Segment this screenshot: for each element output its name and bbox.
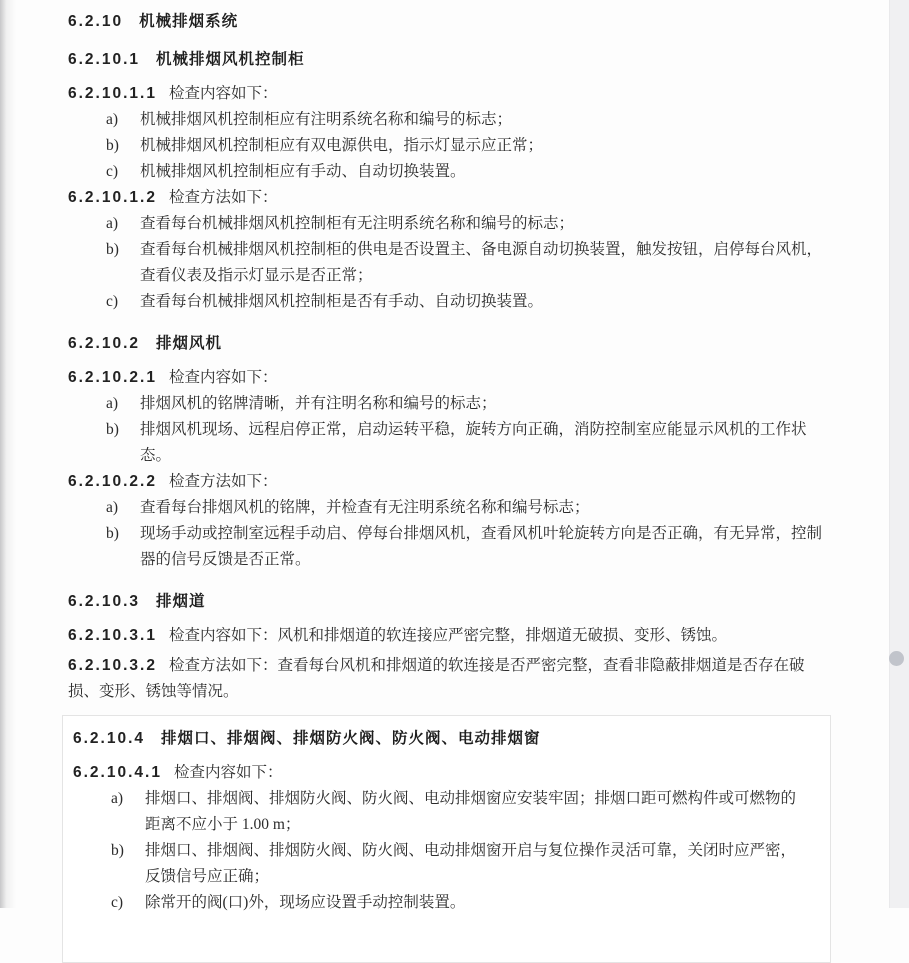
item-text: 除常开的阀(口)外，现场应设置手动控制装置。 bbox=[145, 894, 466, 911]
item-label: a) bbox=[111, 790, 124, 807]
clause-number: 6.2.10.2.2 bbox=[68, 473, 157, 490]
item-text: 排烟风机的铭牌清晰，并有注明名称和编号的标志； bbox=[140, 395, 497, 412]
item-text: 查看每台机械排烟风机控制柜的供电是否设置主、备电源自动切换装置，触发按钮，启停每台风机，查看仪表及指示灯显示是否正常； bbox=[140, 241, 823, 284]
list-item bbox=[68, 521, 826, 573]
scroll-indicator-dot[interactable] bbox=[889, 651, 904, 666]
section-heading bbox=[73, 726, 810, 752]
clause-text: 检查方法如下： bbox=[168, 473, 278, 490]
list-item bbox=[68, 495, 826, 521]
list-item bbox=[68, 107, 826, 133]
section-heading bbox=[68, 331, 826, 357]
item-text: 排烟口、排烟阀、排烟防火阀、防火阀、电动排烟窗开启与复位操作灵活可靠，关闭时应严密，反馈信号应正确； bbox=[145, 842, 797, 885]
item-text: 机械排烟风机控制柜应有手动、自动切换装置。 bbox=[140, 163, 466, 180]
clause-number: 6.2.10.4.1 bbox=[73, 764, 162, 781]
clause-paragraph bbox=[68, 623, 826, 649]
item-label: c) bbox=[106, 293, 119, 310]
clause-text: 检查内容如下： bbox=[168, 369, 278, 386]
item-text: 查看每台机械排烟风机控制柜是否有手动、自动切换装置。 bbox=[140, 293, 544, 310]
list-item bbox=[73, 890, 810, 916]
clause-number: 6.2.10.3.1 bbox=[68, 627, 157, 644]
section-title: 排烟风机 bbox=[156, 335, 223, 352]
section-heading bbox=[68, 589, 826, 615]
item-list bbox=[68, 495, 826, 573]
list-item bbox=[73, 838, 810, 890]
section-title: 机械排烟系统 bbox=[139, 13, 239, 30]
clause-number: 6.2.10.1.1 bbox=[68, 85, 157, 102]
clause-paragraph bbox=[68, 81, 826, 107]
section-number: 6.2.10.3 bbox=[68, 593, 141, 610]
highlighted-section-box bbox=[62, 715, 831, 963]
clause-text: 检查内容如下： bbox=[168, 85, 278, 102]
clause-paragraph bbox=[73, 760, 810, 786]
list-item bbox=[68, 159, 826, 185]
clause-paragraph bbox=[68, 653, 826, 705]
section-title: 机械排烟风机控制柜 bbox=[156, 51, 305, 68]
clause-text: 检查内容如下： bbox=[173, 764, 283, 781]
item-text: 机械排烟风机控制柜应有双电源供电，指示灯显示应正常； bbox=[140, 137, 544, 154]
item-label: b) bbox=[106, 241, 119, 258]
clause-paragraph bbox=[68, 365, 826, 391]
clause-text: 检查方法如下： bbox=[168, 189, 278, 206]
list-item bbox=[68, 391, 826, 417]
item-label: c) bbox=[106, 163, 119, 180]
list-item bbox=[68, 289, 826, 315]
item-label: b) bbox=[106, 137, 119, 154]
list-item bbox=[73, 786, 810, 838]
item-label: b) bbox=[106, 525, 119, 542]
clause-paragraph bbox=[68, 185, 826, 211]
item-text: 机械排烟风机控制柜应有注明系统名称和编号的标志； bbox=[140, 111, 513, 128]
item-text: 现场手动或控制室远程手动启、停每台排烟风机，查看风机叶轮旋转方向是否正确，有无异常，控制器的信号反馈是否正常。 bbox=[140, 525, 823, 568]
clause-number: 6.2.10.3.2 bbox=[68, 657, 157, 674]
item-text: 查看每台机械排烟风机控制柜有无注明系统名称和编号的标志； bbox=[140, 215, 575, 232]
document-blocks bbox=[68, 9, 826, 705]
list-item bbox=[68, 237, 826, 289]
item-list bbox=[68, 211, 826, 315]
item-list bbox=[73, 786, 810, 916]
right-gutter bbox=[889, 0, 909, 908]
clause-text: 检查方法如下：查看每台风机和排烟道的软连接是否严密完整，查看非隐蔽排烟道是否存在破损、变形、锈蚀等情况。 bbox=[68, 657, 805, 700]
item-list bbox=[68, 391, 826, 469]
section-number: 6.2.10 bbox=[68, 13, 124, 30]
list-item bbox=[68, 133, 826, 159]
item-text: 排烟口、排烟阀、排烟防火阀、防火阀、电动排烟窗应安装牢固；排烟口距可燃构件或可燃物的距离不应小于 1.00 m； bbox=[145, 790, 797, 833]
section-heading bbox=[68, 47, 826, 73]
item-label: c) bbox=[111, 894, 124, 911]
list-item bbox=[68, 211, 826, 237]
clause-text: 检查内容如下：风机和排烟道的软连接应严密完整，排烟道无破损、变形、锈蚀。 bbox=[168, 627, 727, 644]
section-heading bbox=[68, 9, 826, 35]
clause-number: 6.2.10.1.2 bbox=[68, 189, 157, 206]
item-label: b) bbox=[111, 842, 124, 859]
item-label: a) bbox=[106, 111, 119, 128]
item-text: 查看每台排烟风机的铭牌，并检查有无注明系统名称和编号标志； bbox=[140, 499, 590, 516]
item-label: a) bbox=[106, 499, 119, 516]
section-number: 6.2.10.4 bbox=[73, 730, 146, 747]
section-number: 6.2.10.1 bbox=[68, 51, 141, 68]
section-title: 排烟道 bbox=[156, 593, 206, 610]
section-number: 6.2.10.2 bbox=[68, 335, 141, 352]
item-list bbox=[68, 107, 826, 185]
item-label: a) bbox=[106, 215, 119, 232]
clause-number: 6.2.10.2.1 bbox=[68, 369, 157, 386]
item-text: 排烟风机现场、远程启停正常，启动运转平稳，旋转方向正确，消防控制室应能显示风机的工作状态。 bbox=[140, 421, 807, 464]
list-item bbox=[68, 417, 826, 469]
item-label: b) bbox=[106, 421, 119, 438]
clause-paragraph bbox=[68, 469, 826, 495]
item-label: a) bbox=[106, 395, 119, 412]
section-title: 排烟口、排烟阀、排烟防火阀、防火阀、电动排烟窗 bbox=[161, 730, 541, 747]
